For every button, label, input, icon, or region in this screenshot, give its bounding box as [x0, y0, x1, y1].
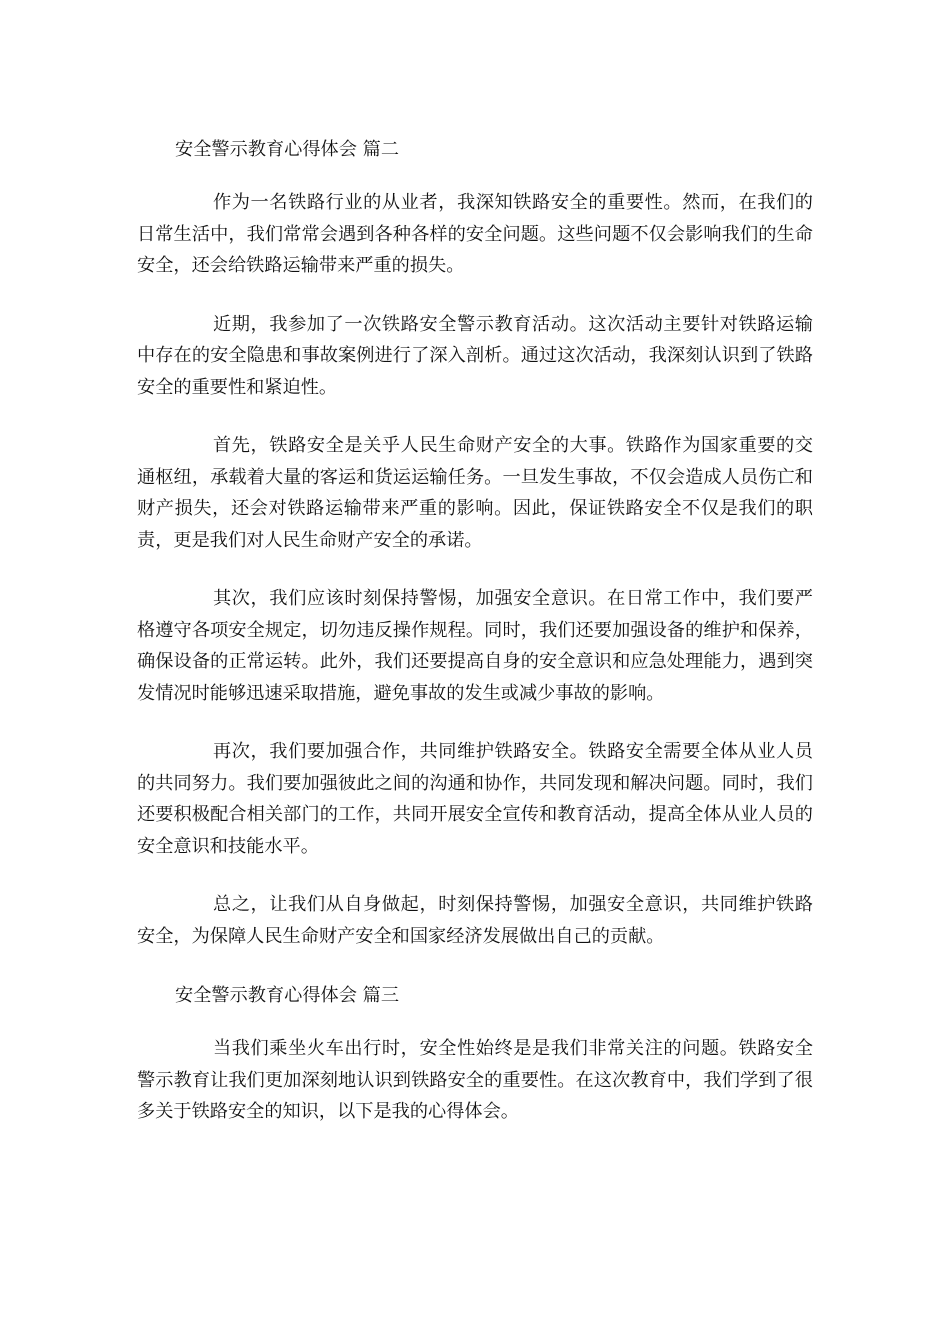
paragraph: 当我们乘坐火车出行时，安全性始终是是我们非常关注的问题。铁路安全警示教育让我们更加深刻地认识到铁路安全的重要性。在这次教育中，我们学到了很多关于铁路安全的知识，以下是我的心得体会。 — [137, 1038, 813, 1122]
document-body — [137, 133, 813, 1155]
section-heading-3: 安全警示教育心得体会 篇三 — [175, 985, 400, 1006]
paragraph: 近期，我参加了一次铁路安全警示教育活动。这次活动主要针对铁路运输中存在的安全隐患和事故案例进行了深入剖析。通过这次活动，我深刻认识到了铁路安全的重要性和紧迫性。 — [137, 313, 813, 398]
paragraph: 首先，铁路安全是关乎人民生命财产安全的大事。铁路作为国家重要的交通枢纽，承载着大量的客运和货运运输任务。一旦发生事故，不仅会造成人员伤亡和财产损失，还会对铁路运输带来严重的影响。因此，保证铁路安全不仅是我们的职责，更是我们对人民生命财产安全的承诺。 — [137, 435, 813, 551]
paragraph: 总之，让我们从自身做起，时刻保持警惕，加强安全意识，共同维护铁路安全，为保障人民生命财产安全和国家经济发展做出自己的贡献。 — [137, 894, 813, 947]
paragraph: 作为一名铁路行业的从业者，我深知铁路安全的重要性。然而，在我们的日常生活中，我们常常会遇到各种各样的安全问题。这些问题不仅会影响我们的生命安全，还会给铁路运输带来严重的损失。 — [137, 192, 813, 276]
paragraph: 其次，我们应该时刻保持警惕，加强安全意识。在日常工作中，我们要严格遵守各项安全规定，切勿违反操作规程。同时，我们还要加强设备的维护和保养，确保设备的正常运转。此外，我们还要提高自身的安全意识和应急处理能力，遇到突发情况时能够迅速采取措施，避免事故的发生或减少事故的影响。 — [137, 588, 813, 704]
section-heading-2: 安全警示教育心得体会 篇二 — [175, 139, 400, 160]
paragraph: 再次，我们要加强合作，共同维护铁路安全。铁路安全需要全体从业人员的共同努力。我们要加强彼此之间的沟通和协作，共同发现和解决问题。同时，我们还要积极配合相关部门的工作，共同开展安全宣传和教育活动，提高全体从业人员的安全意识和技能水平。 — [137, 741, 813, 857]
